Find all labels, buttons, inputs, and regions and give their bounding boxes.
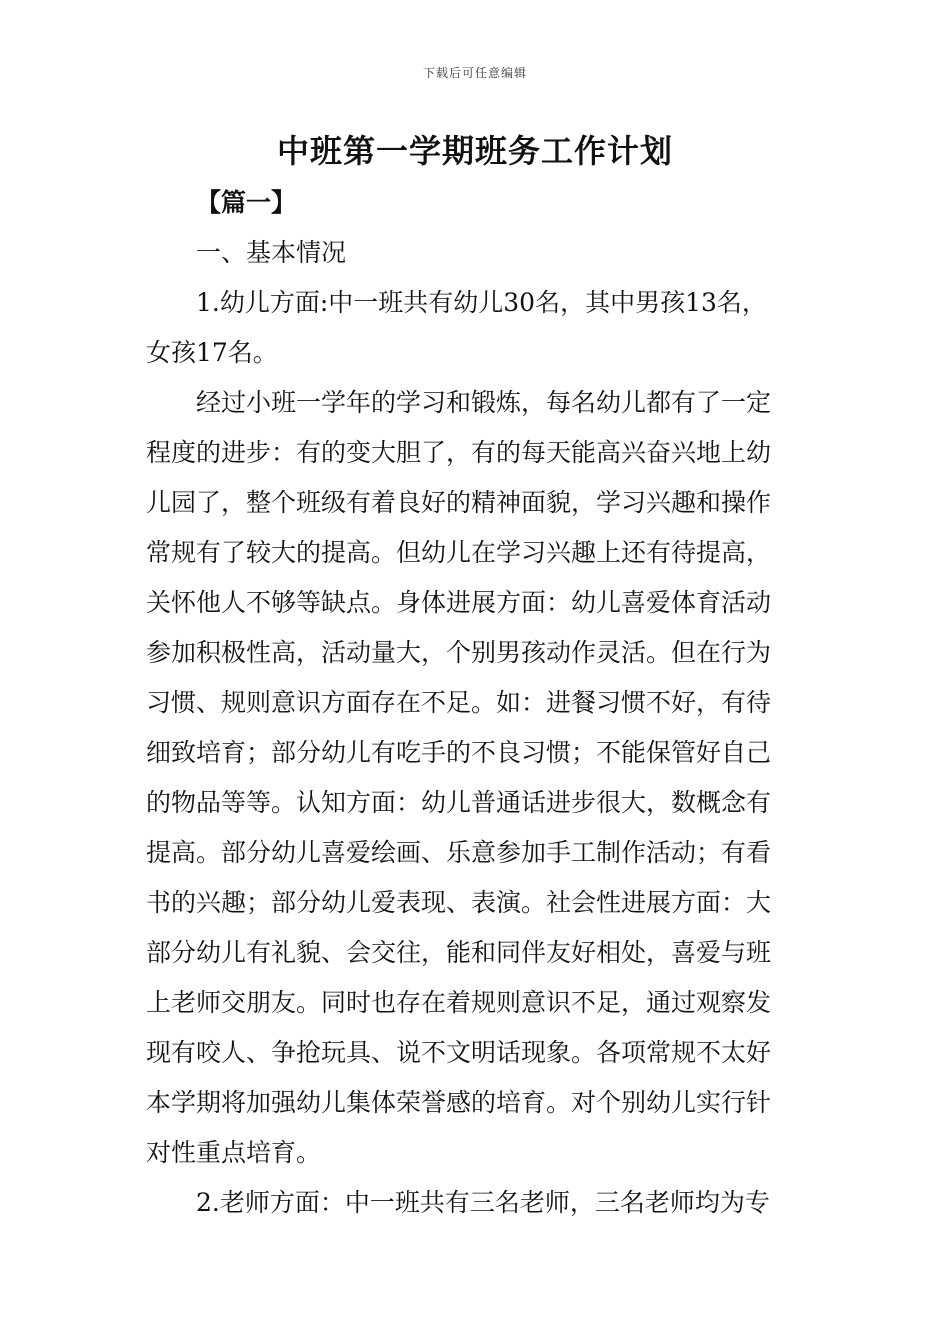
document-title: 中班第一学期班务工作计划 — [276, 132, 673, 170]
text-line: 上老师交朋友。同时也存在着规则意识不足，通过观察发 — [146, 988, 772, 1017]
text-line: 关怀他人不够等缺点。身体进展方面：幼儿喜爱体育活动 — [146, 588, 772, 617]
text-line: 2.老师方面：中一班共有三名老师，三名老师均为专 — [196, 1188, 770, 1217]
text-line: 习惯、规则意识方面存在不足。如：进餐习惯不好，有待 — [146, 688, 772, 717]
section-heading: 一、基本情况 — [196, 238, 347, 267]
text-line: 参加积极性高，活动量大，个别男孩动作灵活。但在行为 — [146, 638, 772, 667]
paragraph-lines — [146, 278, 808, 1228]
text-line: 书的兴趣；部分幼儿爱表现、表演。社会性进展方面：大 — [146, 888, 772, 917]
text-line: 现有咬人、争抢玩具、说不文明话现象。各项常规不太好 — [146, 1038, 772, 1067]
text-line: 常规有了较大的提高。但幼儿在学习兴趣上还有待提高， — [146, 538, 772, 567]
text-line: 1.幼儿方面:中一班共有幼儿30名，其中男孩13名， — [196, 288, 767, 317]
text-line: 女孩17名。 — [146, 338, 278, 367]
section-label: 【篇一】 — [196, 188, 297, 217]
text-line: 程度的进步：有的变大胆了，有的每天能高兴奋兴地上幼 — [146, 438, 772, 467]
text-line: 提高。部分幼儿喜爱绘画、乐意参加手工制作活动；有看 — [146, 838, 772, 867]
text-line: 本学期将加强幼儿集体荣誉感的培育。对个别幼儿实行针 — [146, 1088, 772, 1117]
text-line: 的物品等等。认知方面：幼儿普通话进步很大，数概念有 — [146, 788, 772, 817]
text-line: 对性重点培育。 — [146, 1138, 322, 1167]
text-line: 经过小班一学年的学习和锻炼，每名幼儿都有了一定 — [196, 388, 772, 417]
document-body — [146, 178, 808, 1228]
text-line: 部分幼儿有礼貌、会交往，能和同伴友好相处，喜爱与班 — [146, 938, 772, 967]
header-note: 下载后可任意编辑 — [422, 66, 527, 80]
text-line: 儿园了，整个班级有着良好的精神面貌，学习兴趣和操作 — [146, 488, 772, 517]
text-line: 细致培育；部分幼儿有吃手的不良习惯；不能保管好自己 — [146, 738, 772, 767]
